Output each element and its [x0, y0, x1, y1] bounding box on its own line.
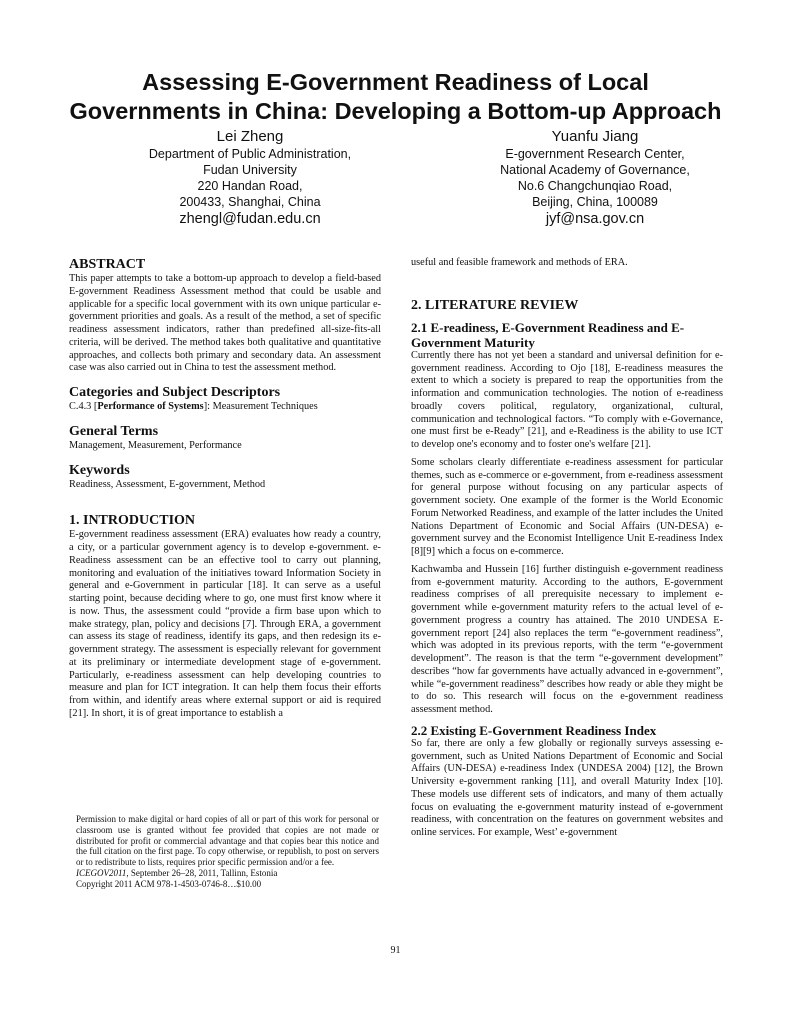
author-affiliation-line: 200433, Shanghai, China — [179, 195, 321, 209]
author-email: jyf@nsa.gov.cn — [545, 211, 645, 227]
title-line-1: Assessing E-Government Readiness of Local — [142, 69, 649, 95]
introduction-heading: 1. INTRODUCTION — [69, 513, 196, 529]
copyright-line: Copyright 2011 ACM 978-1-4503-0746-8…$10.00 — [76, 878, 262, 889]
permission-notice — [76, 814, 379, 890]
body-paragraph: So far, there are only a few globally or regionally surveys assessing e-government, such as United Nations Department of Economic and Social Affairs (UN-DESA) e-readiness Index (UNDESA 2004) [12], the Brown University e-government ranking [11], and overall Maturity Index [10]. These models use different sets of indicators, and many of them actually focus on evaluating the e-government maturity instead of e-government readiness, with concentration on the features on government websites and online services. For example, West’ e-government — [411, 737, 723, 838]
abstract-heading: ABSTRACT — [69, 257, 146, 272]
author-affiliation-line: 220 Handan Road, — [197, 179, 303, 193]
author-affiliation-line: No.6 Changchunqiao Road, — [517, 179, 673, 193]
author-affiliation-line: National Academy of Governance, — [500, 163, 690, 177]
author-block-1 — [85, 127, 415, 229]
author-name: Yuanfu Jiang — [551, 128, 639, 145]
title-line-2: Governments in China: Developing a Bottom-up Approach — [69, 98, 722, 124]
right-column — [411, 257, 723, 840]
body-paragraph: Kachwamba and Hussein [16] further distinguish e-government readiness from e-government maturity. According to the authors, E-government readiness comprises of all prerequisite necessary to implement e-government while e-government maturity refers to the actual level of e-government progress a country has attained. The 2010 UNDESA E-government report [24] also replaces the term “e-government readiness”, which was adopted in its previous reports, with the term “e-government development”. The reason is that the term “e-government development” describes “how far governments have actually advanced in e-government”, while “e-government readiness” describes how ready or able they might be to do so. This research will focus on the e-government readiness assessment method. — [411, 563, 723, 715]
permission-text: Permission to make digital or hard copies of all or part of this work for personal or classroom use is granted without fee provided that copies are not made or distributed for profit or commercial advantage and that copies bear this notice and the full citation on the first page. To copy otherwise, or republish, to post on servers or to redistribute to lists, requires prior specific permission and/or a fee. — [76, 814, 379, 868]
conference-line: ICEGOV2011, September 26–28, 2011, Tallinn, Estonia — [76, 867, 278, 878]
author-affiliation-line: Beijing, China, 100089 — [532, 195, 658, 209]
general-terms-text: Management, Measurement, Performance — [69, 439, 242, 451]
author-block-2 — [435, 127, 755, 229]
keywords-text: Readiness, Assessment, E-government, Method — [69, 478, 266, 490]
general-terms-heading: General Terms — [69, 423, 159, 439]
literature-heading: 2. LITERATURE REVIEW — [411, 297, 579, 313]
categories-heading: Categories and Subject Descriptors — [69, 385, 281, 400]
keywords-heading: Keywords — [69, 462, 130, 478]
author-affiliation-line: Department of Public Administration, — [148, 147, 352, 161]
abstract-text: This paper attempts to take a bottom-up approach to develop a field-based E-government Readiness Assessment method that could be usable and applicable for a specific local government with its own unique particular e-government priorities and goals. As a result of the method, a set of specific readiness assessment indicators, rather than predefined all-size-fits-all criteria, will be derived. The method takes both qualitative and quantitative approaches, and collects both primary and secondary data. An assessment case was also carried out in China to test the assessment method. — [69, 273, 381, 374]
page-number: 91 — [390, 945, 401, 956]
author-affiliation-line: Fudan University — [203, 163, 297, 177]
paper-title — [40, 68, 751, 126]
left-column — [69, 257, 381, 721]
author-email: zhengl@fudan.edu.cn — [179, 211, 321, 227]
author-name: Lei Zheng — [216, 128, 284, 145]
author-affiliation-line: E-government Research Center, — [505, 147, 685, 161]
body-paragraph: Currently there has not yet been a standard and universal definition for e-government readiness. According to Ojo [18], E-readiness measures the extent to which a society is prepared to reap the opportunities from the information and communication technologies. The notion of e-readiness broadly covers political, regulatory, organizational, cultural, communication and technological factors. “To comply with e-Governance, one must first be e-Ready” [21], and e-Readiness is the ability to use ICT to develop one's economy and to foster one's welfare [21]. — [411, 349, 723, 450]
introduction-text: E-government readiness assessment (ERA) evaluates how ready a country, a city, or a particular government agency is to develop e-government. e-Readiness assessment can be an effective tool to carry out planning, monitoring and evaluation of the initiatives toward Information Society in general and e-Government in particular [18]. It can serve as a useful starting point, because deciding where to go, one must first know where it is now. Thus, the assessment could “provide a firm base upon which to make strategy, plan, policy and decisions [7]. Through ERA, a government can assess its stage of readiness, identify its gaps, and then redesign its e-government strategy. The assessment is especially relevant for government at its preliminary or intermediate development stage of e-government. Particularly, e-readiness assessment can help developing countries to measure and plan for ICT integration. It can help them focus their efforts from within, and identify areas where external support or aid is required [21]. In short, it is of great importance to establish a — [69, 529, 381, 719]
subsection-2-2-heading: 2.2 Existing E-Government Readiness Index — [411, 722, 657, 738]
introduction-continued: useful and feasible framework and methods of ERA. — [411, 257, 628, 268]
categories-text: C.4.3 [Performance of Systems]: Measurement Techniques — [69, 401, 318, 412]
subsection-2-1-heading: 2.1 E-readiness, E-Government Readiness and E-Government Maturity — [411, 319, 685, 350]
body-paragraph: Some scholars clearly differentiate e-readiness assessment for particular themes, such as e-commerce or e-government, from e-readiness assessment for general purpose without focusing on any particular aspects of government society. One example of the former is the World Economic Forum Networked Readiness, and example of the latter includes the United Nations Department of Economic and Social Affairs (UN-DESA) e-government survey and the Economist Intelligence Unit E-readiness Index [8][9] which a focus on e-commerce. — [411, 456, 723, 557]
